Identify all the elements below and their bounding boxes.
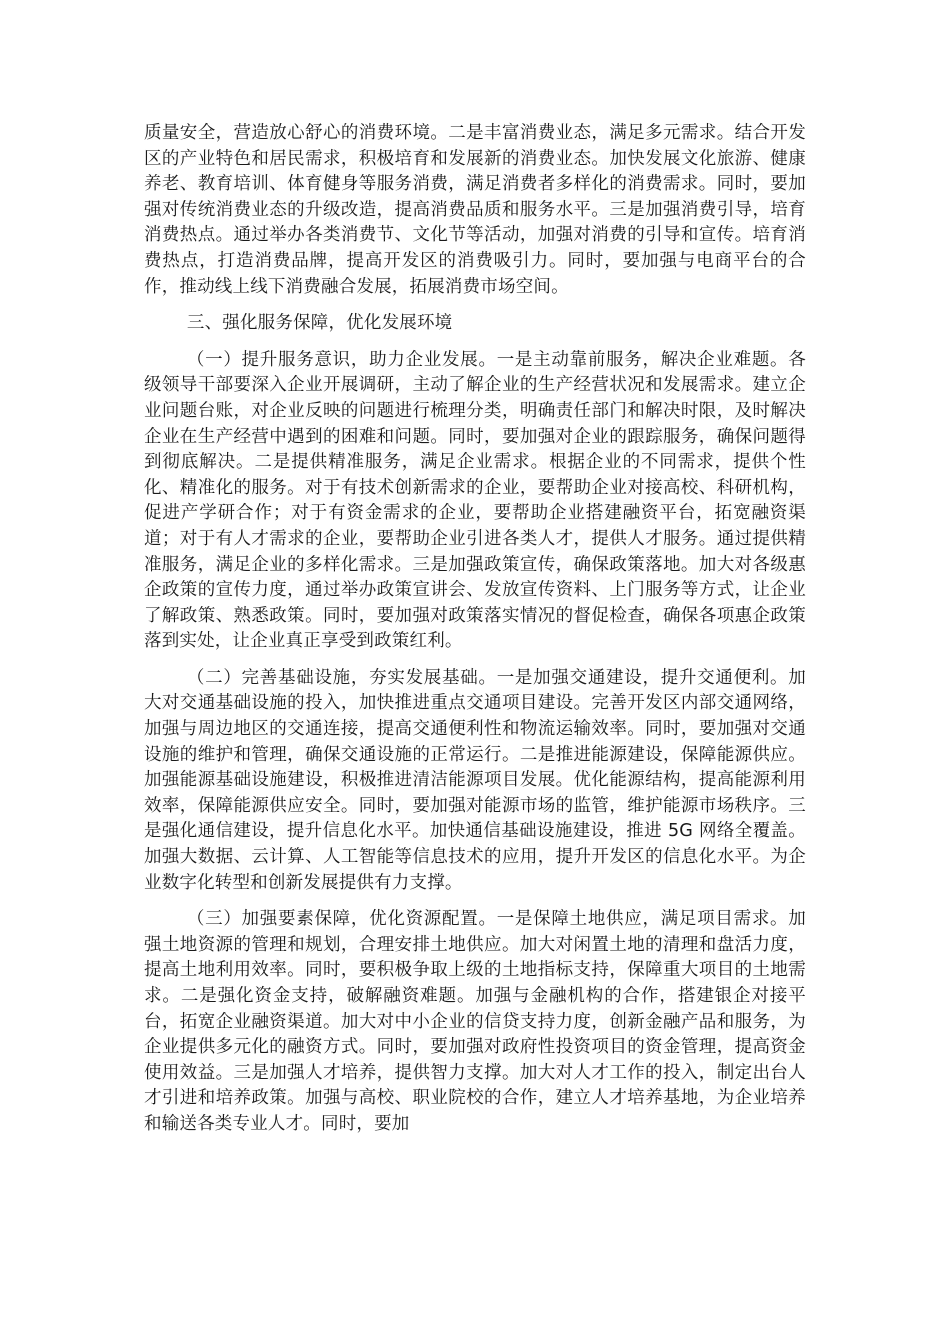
- document-page: [144, 121, 806, 1138]
- paragraph-infrastructure: （二）完善基础设施，夯实发展基础。一是加强交通建设，提升交通便利。加大对交通基础设施的投入，加快推进重点交通项目建设。完善开发区内部交通网络，加强与周边地区的交通连接，提高交通便利性和物流运输效率。同时，要加强对交通设施的维护和管理，确保交通设施的正常运行。二是推进能源建设，保障能源供应。加强能源基础设施建设，积极推进清洁能源项目发展。优化能源结构，提高能源利用效率，保障能源供应安全。同时，要加强对能源市场的监管，维护能源市场秩序。三是强化通信建设，提升信息化水平。加快通信基础设施建设，推进 5G 网络全覆盖。加强大数据、云计算、人工智能等信息技术的应用，提升开发区的信息化水平。为企业数字化转型和创新发展提供有力支撑。: [144, 667, 806, 893]
- paragraph-service-awareness: （一）提升服务意识，助力企业发展。一是主动靠前服务，解决企业难题。各级领导干部要深入企业开展调研，主动了解企业的生产经营状况和发展需求。建立企业问题台账，对企业反映的问题进行梳理分类，明确责任部门和解决时限，及时解决企业在生产经营中遇到的困难和问题。同时，要加强对企业的跟踪服务，确保问题得到彻底解决。二是提供精准服务，满足企业需求。根据企业的不同需求，提供个性化、精准化的服务。对于有技术创新需求的企业，要帮助企业对接高校、科研机构，促进产学研合作；对于有资金需求的企业，要帮助企业搭建融资平台，拓宽融资渠道；对于有人才需求的企业，要帮助企业引进各类人才，提供人才服务。通过提供精准服务，满足企业的多样化需求。三是加强政策宣传，确保政策落地。加大对各级惠企政策的宣传力度，通过举办政策宣讲会、发放宣传资料、上门服务等方式，让企业了解政策、熟悉政策。同时，要加强对政策落实情况的督促检查，确保各项惠企政策落到实处，让企业真正享受到政策红利。: [144, 349, 806, 652]
- section-heading-service-guarantee: 三、强化服务保障，优化发展环境: [186, 313, 453, 334]
- paragraph-factor-guarantee: （三）加强要素保障，优化资源配置。一是保障土地供应，满足项目需求。加强土地资源的管理和规划，合理安排土地供应。加大对闲置土地的清理和盘活力度，提高土地利用效率。同时，要积极争取上级的土地指标支持，保障重大项目的土地需求。二是强化资金支持，破解融资难题。加强与金融机构的合作，搭建银企对接平台，拓宽企业融资渠道。加大对中小企业的信贷支持力度，创新金融产品和服务，为企业提供多元化的融资方式。同时，要加强对政府性投资项目的资金管理，提高资金使用效益。三是加强人才培养，提供智力支撑。加大对人才工作的投入，制定出台人才引进和培养政策。加强与高校、职业院校的合作，建立人才培养基地，为企业培养和输送各类专业人才。同时，要加: [144, 909, 806, 1134]
- paragraph-consumption-continued: 质量安全，营造放心舒心的消费环境。二是丰富消费业态，满足多元需求。结合开发区的产业特色和居民需求，积极培育和发展新的消费业态。加快发展文化旅游、健康养老、教育培训、体育健身等服务消费，满足消费者多样化的消费需求。同时，要加强对传统消费业态的升级改造，提高消费品质和服务水平。三是加强消费引导，培育消费热点。通过举办各类消费节、文化节等活动，加强对消费的引导和宣传。培育消费热点，打造消费品牌，提高开发区的消费吸引力。同时，要加强与电商平台的合作，推动线上线下消费融合发展，拓展消费市场空间。: [144, 123, 806, 297]
